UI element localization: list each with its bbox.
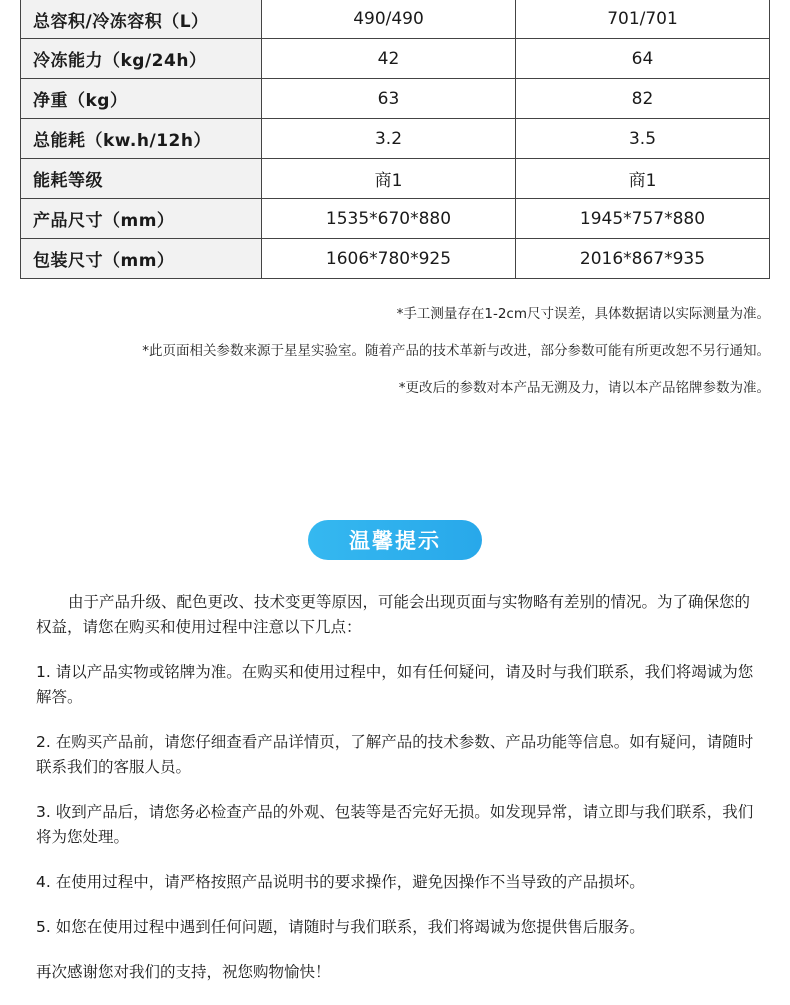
tip-item: 3. 收到产品后，请您务必检查产品的外观、包装等是否完好无损。如发现异常，请立即与我们联系，我们将为您处理。 bbox=[36, 803, 754, 846]
spec-label: 冷冻能力（kg/24h） bbox=[21, 39, 262, 79]
spec-label: 总容积/冷冻容积（L） bbox=[21, 0, 262, 39]
spec-value-model-1: 3.2 bbox=[262, 119, 516, 159]
note-source: *此页面相关参数来源于星星实验室。随着产品的技术革新与改进，部分参数可能有所更改恕不另行通知。 bbox=[142, 343, 770, 359]
spec-value-model-2: 82 bbox=[516, 79, 770, 119]
notes bbox=[142, 302, 770, 413]
spec-row bbox=[21, 39, 770, 79]
tip-item: 4. 在使用过程中，请严格按照产品说明书的要求操作，避免因操作不当导致的产品损坏。 bbox=[36, 873, 645, 891]
spec-value-model-1: 1606*780*925 bbox=[262, 239, 516, 279]
tips-closing: 再次感谢您对我们的支持，祝您购物愉快！ bbox=[36, 963, 331, 981]
spec-value-model-2: 1945*757*880 bbox=[516, 199, 770, 239]
spec-row bbox=[21, 119, 770, 159]
spec-table bbox=[20, 0, 770, 279]
tips-intro: 由于产品升级、配色更改、技术变更等原因，可能会出现页面与实物略有差别的情况。为了确保您的权益，请您在购买和使用过程中注意以下几点： bbox=[36, 593, 751, 636]
spec-row bbox=[21, 199, 770, 239]
tip-item: 2. 在购买产品前，请您仔细查看产品详情页，了解产品的技术参数、产品功能等信息。如有疑问，请随时联系我们的客服人员。 bbox=[36, 733, 754, 776]
spec-label: 产品尺寸（mm） bbox=[21, 199, 262, 239]
spec-value-model-2: 701/701 bbox=[516, 0, 770, 39]
spec-value-model-1: 63 bbox=[262, 79, 516, 119]
tip-item: 1. 请以产品实物或铭牌为准。在购买和使用过程中，如有任何疑问，请及时与我们联系，我们将竭诚为您解答。 bbox=[36, 663, 754, 706]
spec-label: 包装尺寸（mm） bbox=[21, 239, 262, 279]
spec-value-model-1: 42 bbox=[262, 39, 516, 79]
spec-row bbox=[21, 159, 770, 199]
spec-row bbox=[21, 79, 770, 119]
spec-label: 能耗等级 bbox=[21, 159, 262, 199]
spec-label: 净重（kg） bbox=[21, 79, 262, 119]
tips-section bbox=[36, 590, 760, 1005]
spec-value-model-1: 1535*670*880 bbox=[262, 199, 516, 239]
spec-row bbox=[21, 239, 770, 279]
tip-item: 5. 如您在使用过程中遇到任何问题，请随时与我们联系，我们将竭诚为您提供售后服务。 bbox=[36, 918, 645, 936]
spec-value-model-2: 3.5 bbox=[516, 119, 770, 159]
spec-value-model-2: 商1 bbox=[516, 159, 770, 199]
spec-value-model-2: 64 bbox=[516, 39, 770, 79]
note-measurement: *手工测量存在1-2cm尺寸误差，具体数据请以实际测量为准。 bbox=[396, 306, 770, 322]
spec-label: 总能耗（kw.h/12h） bbox=[21, 119, 262, 159]
spec-value-model-1: 490/490 bbox=[262, 0, 516, 39]
spec-row bbox=[21, 0, 770, 39]
spec-value-model-1: 商1 bbox=[262, 159, 516, 199]
tip-title-badge: 温馨提示 bbox=[308, 520, 482, 560]
note-validity: *更改后的参数对本产品无溯及力，请以本产品铭牌参数为准。 bbox=[398, 380, 770, 396]
spec-value-model-2: 2016*867*935 bbox=[516, 239, 770, 279]
